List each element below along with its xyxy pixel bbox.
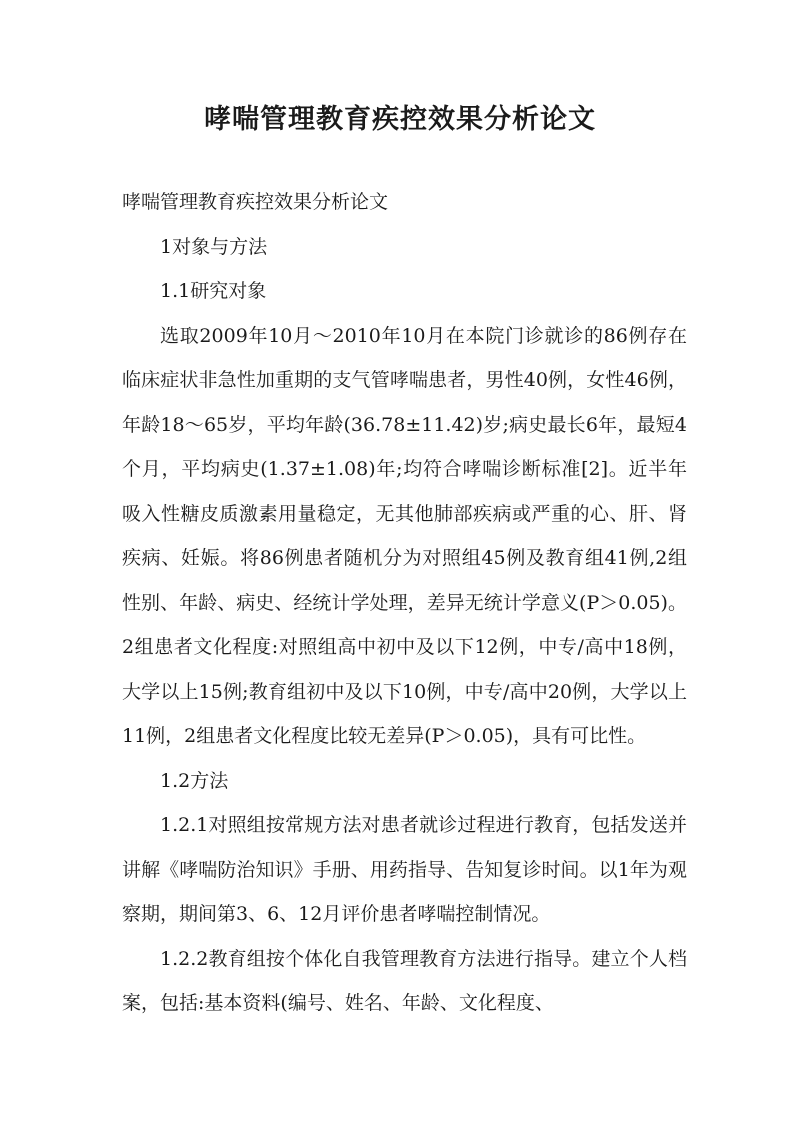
document-title: 哮喘管理教育疾控效果分析论文 [204,104,596,135]
section-heading-1: 1对象与方法 [160,235,268,258]
document-body [122,180,687,1026]
paragraph-control-group: 1.2.1对照组按常规方法对患者就诊过程进行教育，包括发送并讲解《哮喘防治知识》手册、用药指导、告知复诊时间。以1年为观察期，期间第3、6、12月评价患者哮喘控制情况。 [122,814,687,925]
section-heading-1-2: 1.2方法 [160,769,229,792]
paragraph-heading-repeat: 哮喘管理教育疾控效果分析论文 [122,191,389,213]
paragraph-study-subjects: 选取2009年10月～2010年10月在本院门诊就诊的86例存在临床症状非急性加重期的支气管哮喘患者，男性40例，女性46例，年龄18～65岁，平均年龄(36.78±11.42)岁;病史最长6年，最短4个月，平均病史(1.37±1.08)年;均符合哮喘诊断标准[2]。近半年吸入性糖皮质激素用量稳定，无其他肺部疾病或严重的心、肝、肾疾病、妊娠。将86例患者随机分为对照组45例及教育组41例,2组性别、年龄、病史、经统计学处理，差异无统计学意义(P＞0.05)。2组患者文化程度:对照组高中初中及以下12例，中专/高中18例，大学以上15例;教育组初中及以下10例，中专/高中20例，大学以上11例，2组患者文化程度比较无差异(P＞0.05)，具有可比性。 [122,324,687,747]
section-heading-1-1: 1.1研究对象 [160,280,267,302]
paragraph-education-group: 1.2.2教育组按个体化自我管理教育方法进行指导。建立个人档案，包括:基本资料(编号、姓名、年龄、文化程度、 [122,947,687,1014]
